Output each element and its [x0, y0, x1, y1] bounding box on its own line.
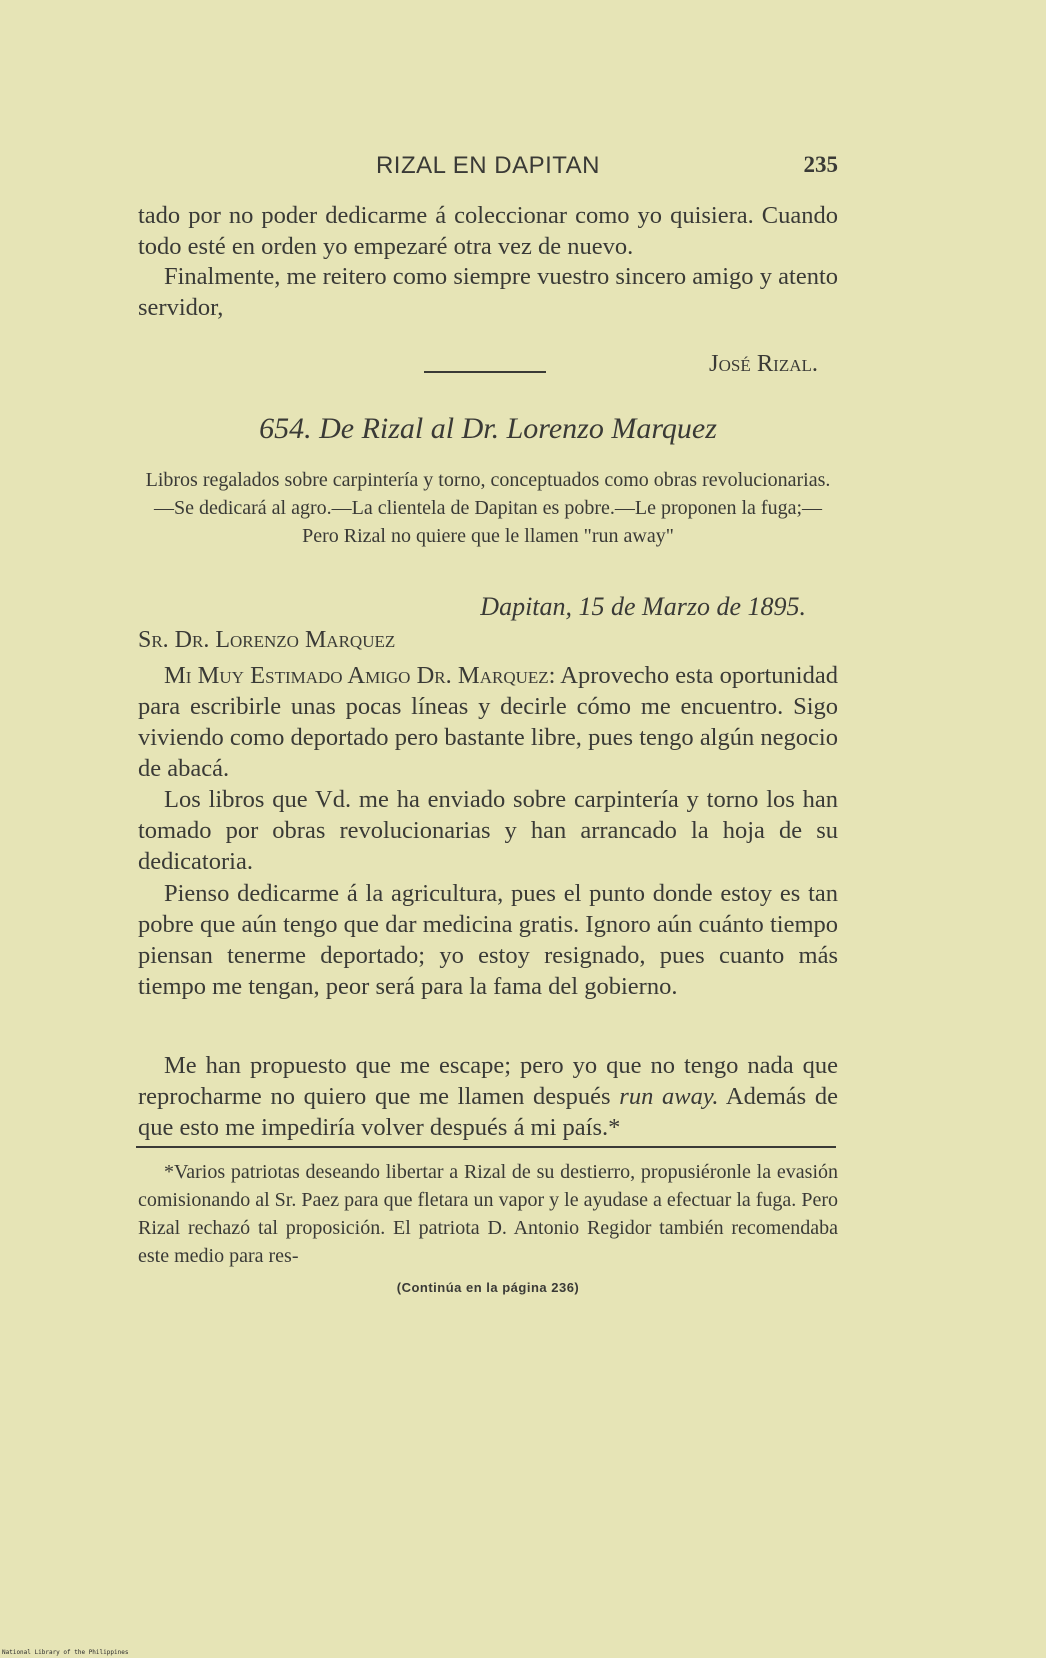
footnote: *Varios patriotas deseando libertar a Rizal de su destierro, propusiéronle la evasión comisionando al Sr. Paez para que fletara un vapor y le ayudase a efectuar la fuga. Pero Rizal rechazó tal proposición. El patriota D. Antonio Regidor también recomendaba este medio para res- [138, 1161, 838, 1267]
paragraph-1-text: Aprovecho esta oportunidad para escribirle unas pocas líneas y decirle cómo me encuentro. Sigo viviendo como deportado pero bastante libre, pues tengo algún negocio de abacá. [138, 662, 838, 782]
signature: José Rizal. [709, 350, 818, 377]
continuation-note: (Continúa en la página 236) [396, 1280, 580, 1295]
paragraph-4-closing: Además de que esto me impediría volver después á mi país.* [138, 1083, 838, 1141]
letter-paragraph-3: Pienso dedicarme á la agricultura, pues el punto donde estoy es tan pobre que aún tengo que dar medicina gratis. Ignoro aún cuánto tiempo piensan tenerme deportado; yo estoy resignado, pues cuanto más tiempo me tengan, peor será para la fama del gobierno. [138, 880, 838, 1000]
letter-paragraph-1 [138, 660, 838, 784]
letter-paragraph-4 [138, 1050, 838, 1143]
footnote-divider [136, 1146, 836, 1148]
letter-salutation: Mi Muy Estimado Amigo Dr. Marquez: [164, 662, 556, 689]
page-number: 235 [803, 152, 838, 177]
previous-letter-closing-paragraph: tado por no poder dedicarme á coleccionar como yo quisiera. Cuando todo esté en orden yo empezaré otra vez de nuevo. [138, 202, 838, 260]
section-divider [424, 371, 546, 373]
letter-paragraph-2: Los libros que Vd. me ha enviado sobre carpintería y torno los han tomado por obras revolucionarias y han arrancado la hoja de su dedicatoria. [138, 786, 838, 875]
letter-summary: Libros regalados sobre carpintería y torno, conceptuados como obras revolucionarias.—Se dedicará al agro.—La clientela de Dapitan es pobre.—Le proponen la fuga;—Pero Rizal no quiere que le llamen "run away" [145, 469, 831, 547]
previous-letter-farewell-paragraph: Finalmente, me reitero como siempre vuestro sincero amigo y atento servidor, [138, 263, 838, 321]
run-away-italic: run away. [619, 1083, 719, 1110]
letter-title: 654. De Rizal al Dr. Lorenzo Marquez [259, 412, 717, 445]
paragraph-4-text: Me han propuesto que me escape; pero yo que no tengo nada que reprocharme no quiero que me llamen después [138, 1052, 838, 1110]
library-watermark: National Library of the Philippines [2, 1649, 129, 1656]
letter-addressee: Sr. Dr. Lorenzo Marquez [138, 627, 396, 653]
page-header [138, 152, 838, 188]
letter-dateline: Dapitan, 15 de Marzo de 1895. [480, 592, 806, 621]
running-head: RIZAL EN DAPITAN [375, 152, 601, 179]
